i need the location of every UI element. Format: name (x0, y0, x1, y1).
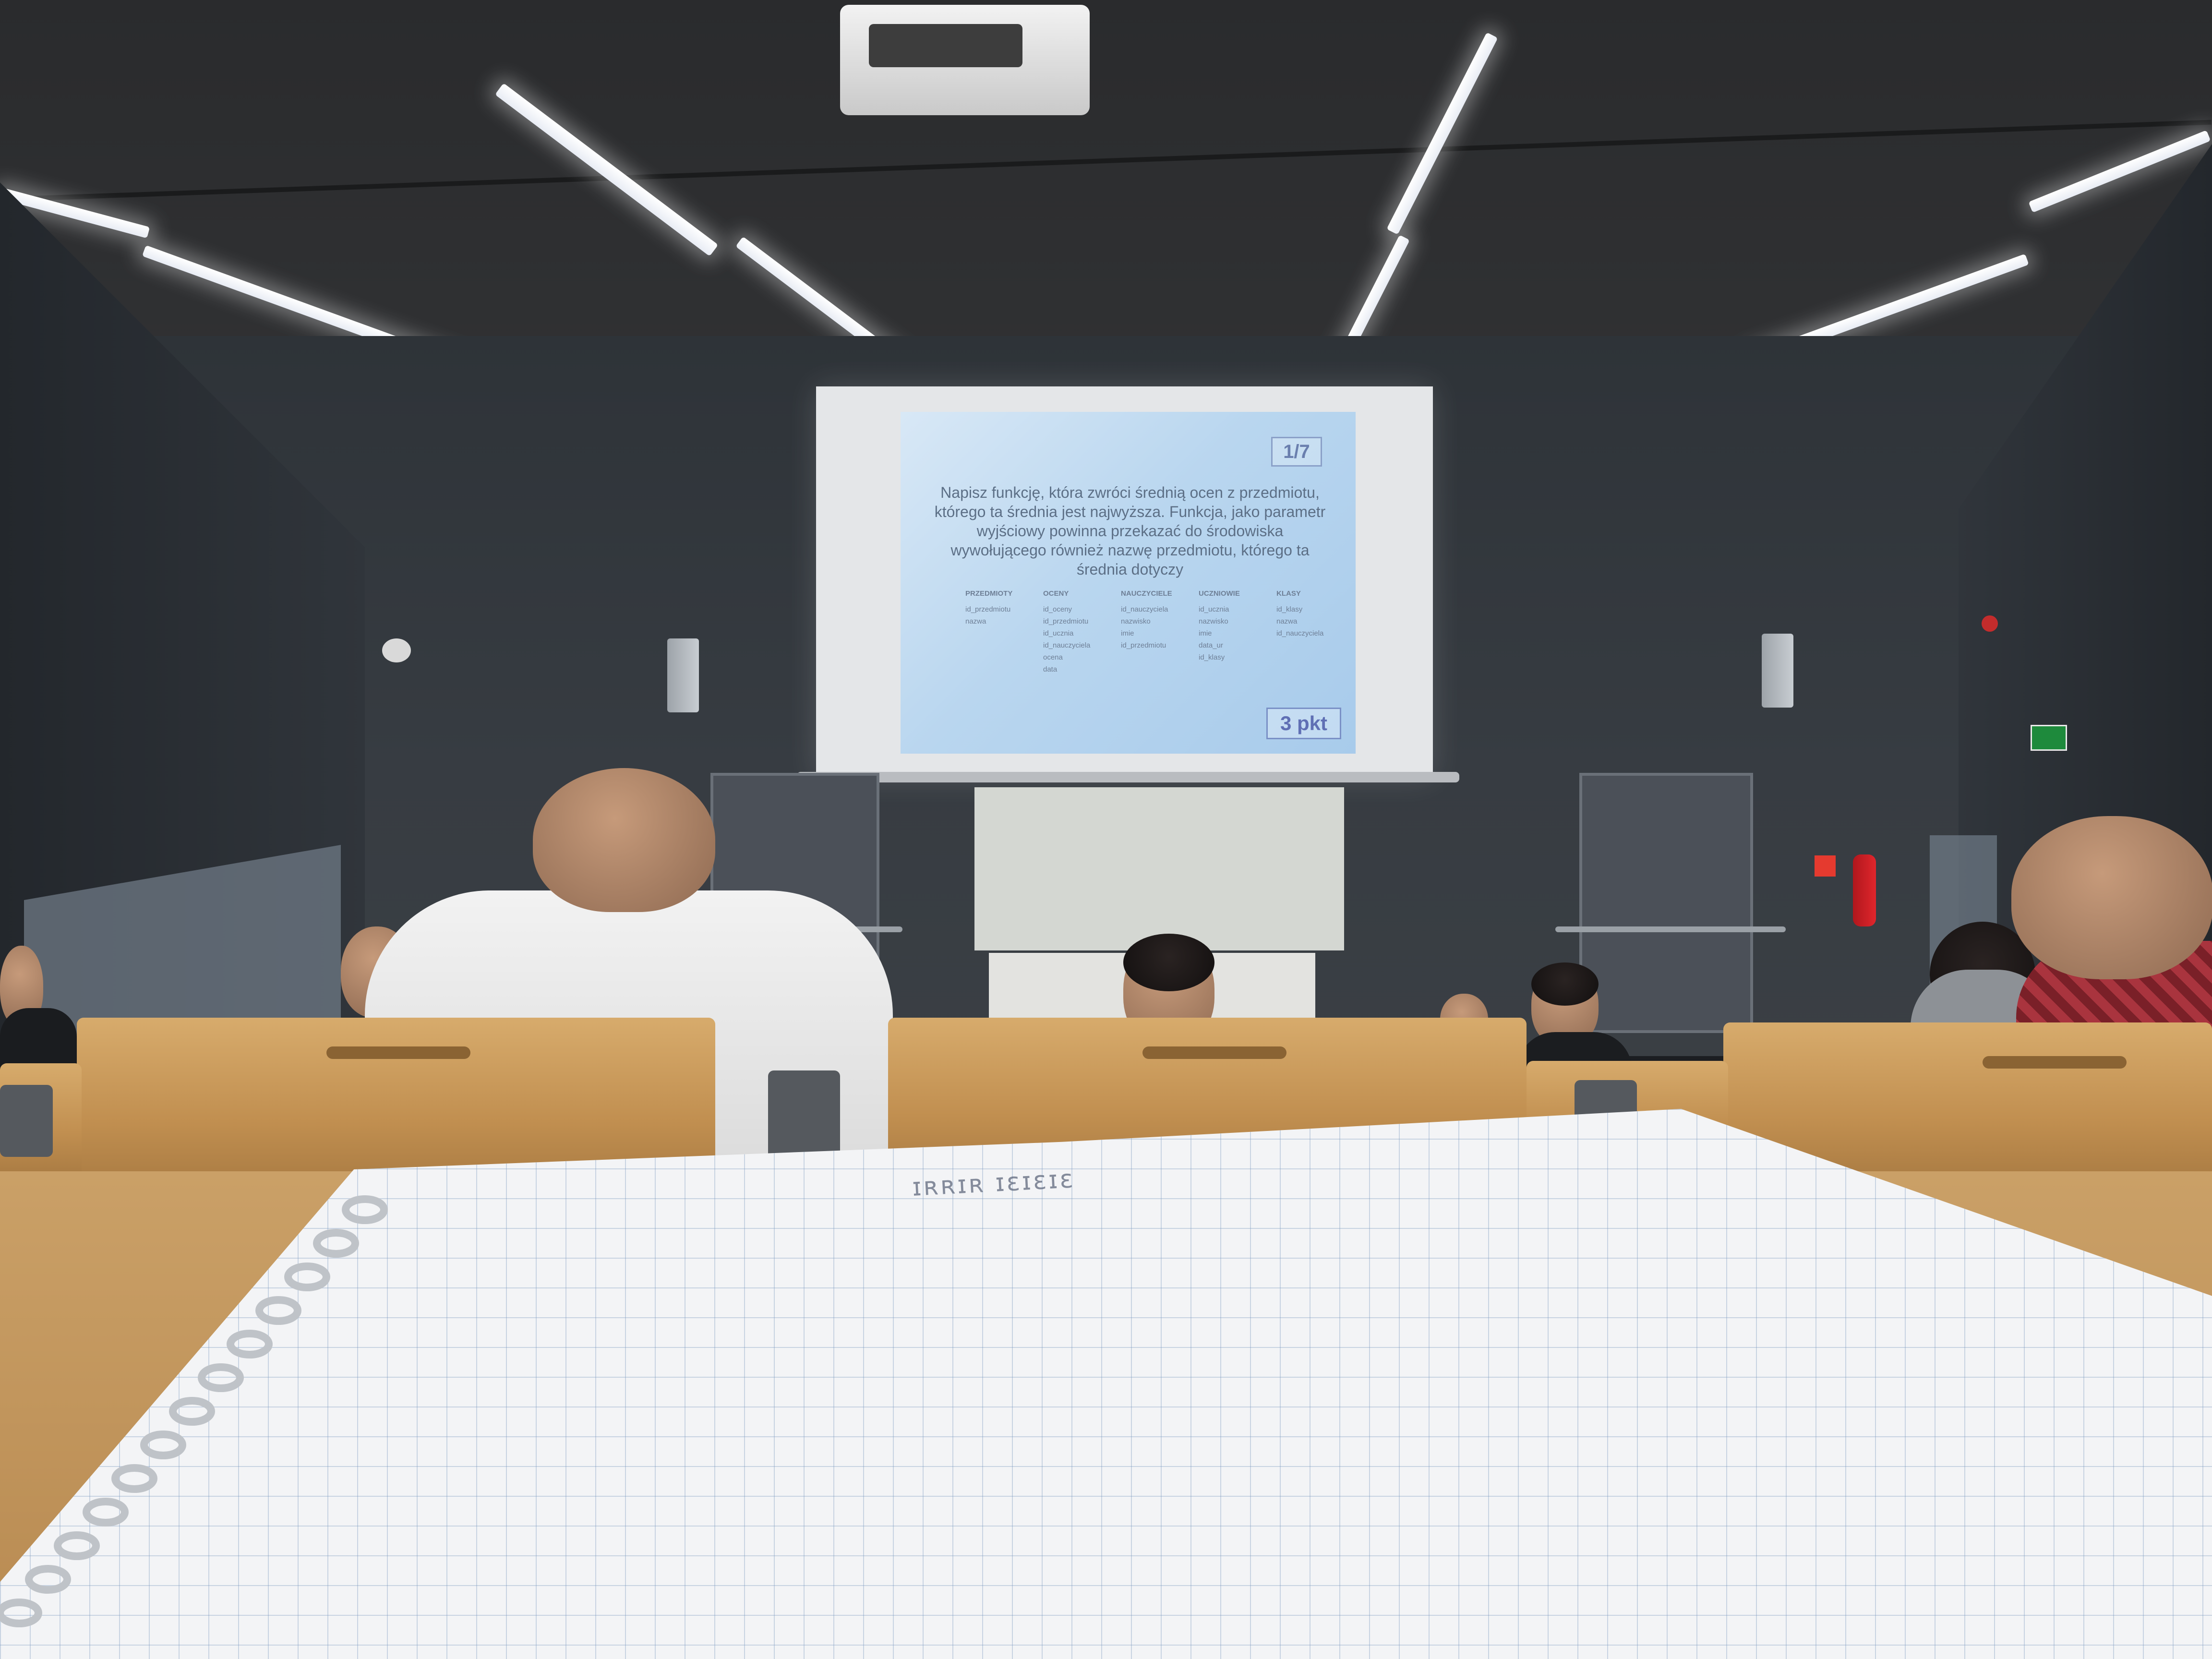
side-board-right (1579, 773, 1753, 1033)
slide-points-badge: 3 pkt (1266, 708, 1341, 739)
schema-field: nazwa (965, 617, 986, 625)
exit-sign (2031, 725, 2067, 751)
fire-alarm (1982, 615, 1998, 632)
notebook-handwriting: ɪʀʀɪʀ ɪɛɪɛɪɛ (911, 1165, 1076, 1202)
schema-field: id_ucznia (1043, 629, 1074, 637)
slide-task-text: Napisz funkcję, która zwróci średnią ocen z przedmiotu, którego ta średnia jest najwyższa. Funkcja, jako parametr wyjściowy powinna przekazać do środowiska wywołującego również nazwę przedmiotu, którego ta średnia dotyczy (934, 484, 1326, 578)
schema-table (1276, 589, 1338, 675)
schema-field: imie (1121, 629, 1134, 637)
schema-table (1043, 589, 1105, 675)
student-hair (1531, 962, 1599, 1006)
screen-rail (797, 772, 1459, 782)
student-head-front (2011, 816, 2212, 979)
schema-field: nazwisko (1121, 617, 1151, 625)
schema-field: nazwisko (1199, 617, 1228, 625)
schema-field: id_nauczyciela (1043, 641, 1091, 649)
schema-field: id_przedmiotu (1121, 641, 1166, 649)
schema-field: id_nauczyciela (1276, 629, 1324, 637)
schema-table (1199, 589, 1260, 675)
wall-speaker (1762, 634, 1793, 708)
extinguisher-sign (1815, 855, 1836, 877)
whiteboard (974, 787, 1344, 950)
wall-speaker (667, 638, 699, 712)
schema-field: ocena (1043, 653, 1063, 661)
schema-field: id_oceny (1043, 605, 1072, 613)
seat-hinge (0, 1085, 53, 1157)
schema-field: imie (1199, 629, 1212, 637)
exam-slide (901, 412, 1356, 754)
database-schema (965, 589, 1338, 675)
schema-table (1121, 589, 1182, 675)
schema-table-name: KLASY (1276, 589, 1301, 598)
schema-table-name: OCENY (1043, 589, 1069, 598)
notebook-spiral (0, 1176, 432, 1659)
student-head-front (533, 768, 715, 912)
schema-table-name: UCZNIOWIE (1199, 589, 1240, 598)
student-hair (1123, 934, 1214, 991)
schema-table-name: NAUCZYCIELE (1121, 589, 1172, 598)
schema-field: id_nauczyciela (1121, 605, 1168, 613)
schema-field: id_przedmiotu (965, 605, 1011, 613)
fire-extinguisher (1853, 854, 1876, 926)
schema-field: data_ur (1199, 641, 1223, 649)
schema-field: id_przedmiotu (1043, 617, 1089, 625)
schema-table (965, 589, 1027, 675)
slide-page-indicator: 1/7 (1271, 437, 1322, 467)
schema-field: id_klasy (1199, 653, 1225, 661)
security-camera (382, 638, 411, 662)
stair-railing (1555, 926, 1786, 932)
schema-field: id_klasy (1276, 605, 1303, 613)
projector (840, 5, 1090, 115)
schema-table-name: PRZEDMIOTY (965, 589, 1013, 598)
schema-field: data (1043, 665, 1058, 673)
schema-field: id_ucznia (1199, 605, 1229, 613)
schema-field: nazwa (1276, 617, 1298, 625)
